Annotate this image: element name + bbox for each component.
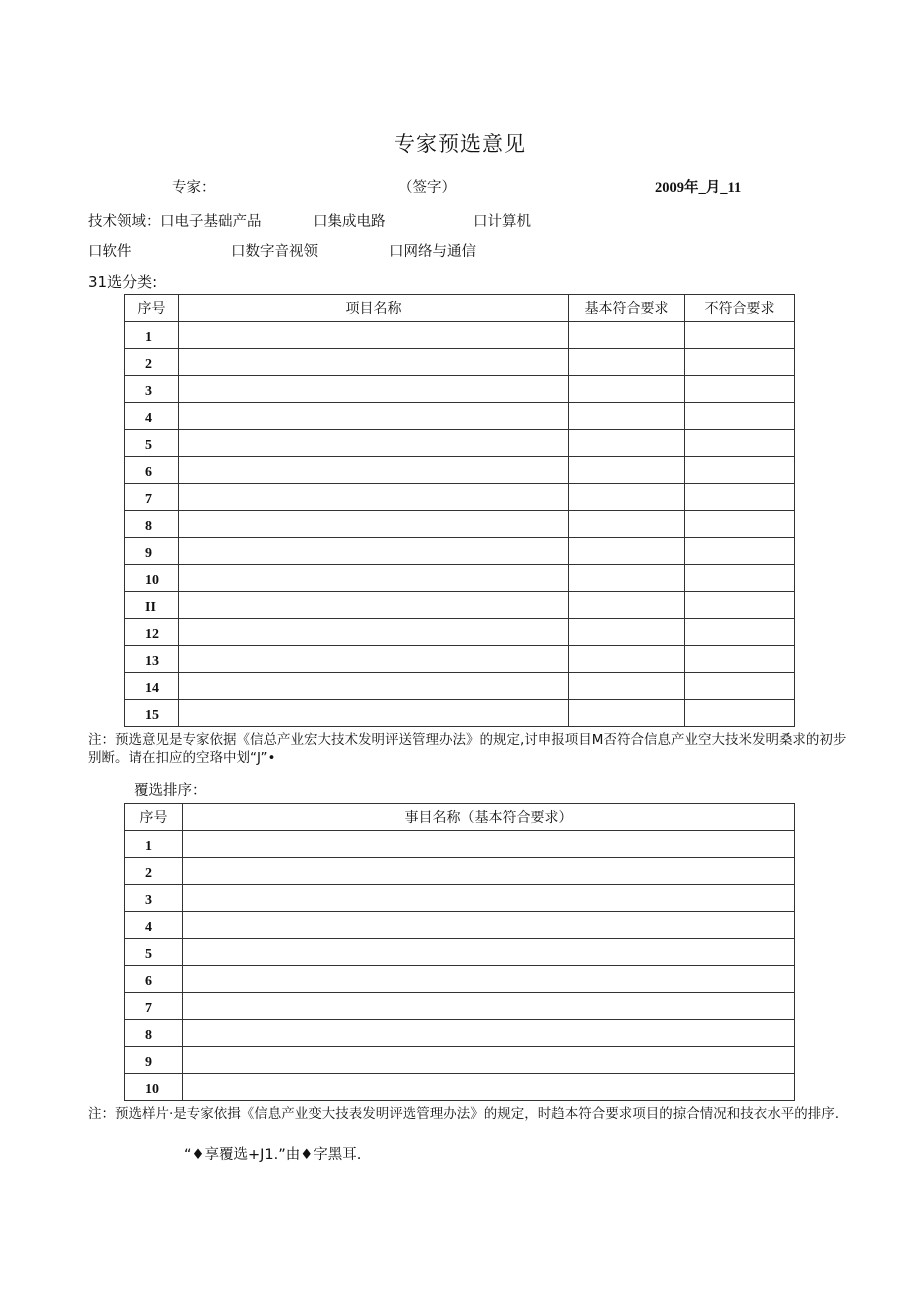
option-software[interactable]: 口软件 <box>88 244 132 260</box>
row-index: 10 <box>125 1074 183 1101</box>
row-index: 9 <box>125 538 179 565</box>
row-index: 5 <box>125 430 179 457</box>
option-integrated-circuit[interactable]: 口集成电路 <box>313 214 386 230</box>
col-header-not-meets: 不符合要求 <box>685 295 795 322</box>
project-name-cell[interactable] <box>183 885 795 912</box>
not-meets-cell[interactable] <box>685 484 795 511</box>
meets-cell[interactable] <box>569 376 685 403</box>
row-index: 8 <box>125 1020 183 1047</box>
col-header-project-name: 项目名称 <box>179 295 569 322</box>
meets-cell[interactable] <box>569 322 685 349</box>
project-name-cell[interactable] <box>179 457 569 484</box>
project-name-cell[interactable] <box>179 376 569 403</box>
project-name-cell[interactable] <box>179 484 569 511</box>
meets-cell[interactable] <box>569 403 685 430</box>
row-index: 1 <box>125 831 183 858</box>
row-index: 7 <box>125 993 183 1020</box>
table-row <box>125 858 795 885</box>
project-name-cell[interactable] <box>183 858 795 885</box>
table-row <box>125 993 795 1020</box>
table-row <box>125 939 795 966</box>
table-row <box>125 592 795 619</box>
date-field: 2009年_月_11 <box>655 180 742 196</box>
not-meets-cell[interactable] <box>685 349 795 376</box>
option-network-comm[interactable]: 口网络与通信 <box>389 244 476 260</box>
project-name-cell[interactable] <box>179 403 569 430</box>
not-meets-cell[interactable] <box>685 646 795 673</box>
table-row <box>125 349 795 376</box>
section1-note: 注：预选意见是专家依据《信总产业宏大技术发明评送管理办法》的规定,讨申报项目M否符合信息产业空大技米发明桑求的初步别断。请在扣应的空珞中划“J”• <box>88 732 847 766</box>
col-header-index: 序号 <box>125 295 179 322</box>
table-row <box>125 1020 795 1047</box>
table-row <box>125 912 795 939</box>
meets-cell[interactable] <box>569 430 685 457</box>
table-row <box>125 376 795 403</box>
table-row <box>125 885 795 912</box>
project-name-cell[interactable] <box>179 349 569 376</box>
expert-label: 专家： <box>172 180 216 196</box>
project-name-cell[interactable] <box>179 511 569 538</box>
not-meets-cell[interactable] <box>685 430 795 457</box>
project-name-cell[interactable] <box>183 993 795 1020</box>
footer-text: “♦享覆选+J1.”由♦字黑耳. <box>184 1147 362 1163</box>
row-index: 14 <box>125 673 179 700</box>
table-row <box>125 430 795 457</box>
meets-cell[interactable] <box>569 349 685 376</box>
table-row <box>125 673 795 700</box>
table-row <box>125 700 795 727</box>
row-index: 9 <box>125 1047 183 1074</box>
not-meets-cell[interactable] <box>685 538 795 565</box>
table-row <box>125 646 795 673</box>
row-index: 4 <box>125 912 183 939</box>
meets-cell[interactable] <box>569 511 685 538</box>
row-index: 3 <box>125 885 183 912</box>
row-index: 10 <box>125 565 179 592</box>
meets-cell[interactable] <box>569 538 685 565</box>
row-index: 12 <box>125 619 179 646</box>
section2-note: 注：预选样片·是专家依揖《信息产业变大技表发明评选管理办法》的规定，时趋本符合要求项目的掠合情况和技衣水平的排序. <box>88 1106 840 1122</box>
meets-cell[interactable] <box>569 673 685 700</box>
row-index: 7 <box>125 484 179 511</box>
col-header-meets: 基本符合要求 <box>569 295 685 322</box>
table-row <box>125 619 795 646</box>
not-meets-cell[interactable] <box>685 457 795 484</box>
option-digital-av[interactable]: 口数字音视领 <box>231 244 318 260</box>
meets-cell[interactable] <box>569 700 685 727</box>
project-name-cell[interactable] <box>179 538 569 565</box>
table-row <box>125 565 795 592</box>
project-name-cell[interactable] <box>179 430 569 457</box>
table-row <box>125 831 795 858</box>
meets-cell[interactable] <box>569 646 685 673</box>
not-meets-cell[interactable] <box>685 376 795 403</box>
row-index: 4 <box>125 403 179 430</box>
project-name-cell[interactable] <box>179 322 569 349</box>
col-header-index: 序号 <box>125 804 183 831</box>
table-row <box>125 457 795 484</box>
sign-label: （签字） <box>398 180 456 196</box>
row-index: 2 <box>125 349 179 376</box>
option-electronic-basics[interactable]: 口电子基础产品 <box>160 214 262 230</box>
project-name-cell[interactable] <box>179 673 569 700</box>
row-index: 8 <box>125 511 179 538</box>
not-meets-cell[interactable] <box>685 700 795 727</box>
not-meets-cell[interactable] <box>685 673 795 700</box>
meets-cell[interactable] <box>569 484 685 511</box>
table-row <box>125 1074 795 1101</box>
meets-cell[interactable] <box>569 457 685 484</box>
table-row <box>125 1047 795 1074</box>
project-name-cell[interactable] <box>183 912 795 939</box>
project-name-cell[interactable] <box>179 619 569 646</box>
table-row <box>125 403 795 430</box>
project-name-cell[interactable] <box>183 1074 795 1101</box>
not-meets-cell[interactable] <box>685 511 795 538</box>
not-meets-cell[interactable] <box>685 565 795 592</box>
not-meets-cell[interactable] <box>685 322 795 349</box>
page-title: 专家预选意见 <box>394 132 526 156</box>
table-row <box>125 484 795 511</box>
project-name-cell[interactable] <box>183 1020 795 1047</box>
row-index: 6 <box>125 457 179 484</box>
ranking-table <box>124 803 795 1101</box>
meets-cell[interactable] <box>569 565 685 592</box>
row-index: 2 <box>125 858 183 885</box>
not-meets-cell[interactable] <box>685 592 795 619</box>
meets-cell[interactable] <box>569 619 685 646</box>
table-row <box>125 966 795 993</box>
row-index: 3 <box>125 376 179 403</box>
row-index: 6 <box>125 966 183 993</box>
project-name-cell[interactable] <box>179 565 569 592</box>
row-index: 1 <box>125 322 179 349</box>
row-index: II <box>125 592 179 619</box>
not-meets-cell[interactable] <box>685 403 795 430</box>
meets-cell[interactable] <box>569 592 685 619</box>
section2-heading: 覆选排序： <box>134 783 207 799</box>
row-index: 15 <box>125 700 179 727</box>
tech-field-label: 技术领域： <box>88 214 161 230</box>
project-name-cell[interactable] <box>183 1047 795 1074</box>
not-meets-cell[interactable] <box>685 619 795 646</box>
project-name-cell[interactable] <box>179 592 569 619</box>
project-name-cell[interactable] <box>179 700 569 727</box>
project-name-cell[interactable] <box>183 831 795 858</box>
row-index: 13 <box>125 646 179 673</box>
row-index: 5 <box>125 939 183 966</box>
section1-heading: 31选分类: <box>88 273 158 291</box>
table-row <box>125 511 795 538</box>
project-name-cell[interactable] <box>179 646 569 673</box>
project-name-cell[interactable] <box>183 939 795 966</box>
project-name-cell[interactable] <box>183 966 795 993</box>
table-row <box>125 322 795 349</box>
col-header-project-name-meets: 事目名称（基本符合要求） <box>183 804 795 831</box>
table-row <box>125 538 795 565</box>
option-computer[interactable]: 口计算机 <box>473 214 531 230</box>
preselection-table <box>124 294 795 727</box>
